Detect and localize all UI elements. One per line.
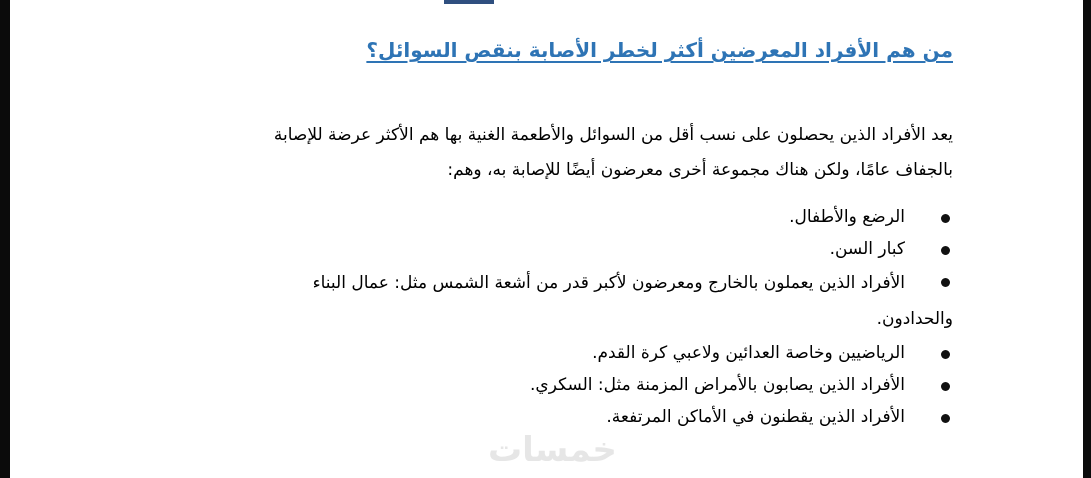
right-frame-border xyxy=(1083,0,1091,478)
list-item xyxy=(133,401,953,433)
bullet-icon xyxy=(941,350,950,359)
left-frame-border xyxy=(0,0,10,478)
list-item-continuation: والحدادون. xyxy=(876,309,953,329)
khamsat-watermark: خمسات xyxy=(488,430,617,470)
list-item xyxy=(133,369,953,401)
paragraph-line: بالجفاف عامًا، ولكن هناك مجموعة أخرى معرضون أيضًا للإصابة به، وهم: xyxy=(447,160,953,180)
list-item-text: كبار السن. xyxy=(829,239,905,259)
section-heading: من هم الأفراد المعرضين أكثر لخطر الأصابة بنقص السوائل؟ xyxy=(366,38,953,62)
list-item-text: الأفراد الذين يعملون بالخارج ومعرضون لأكبر قدر من أشعة الشمس مثل: عمال البناء xyxy=(312,273,905,293)
bullet-icon xyxy=(941,382,950,391)
list-item xyxy=(133,337,953,369)
list-item-text: الرياضيين وخاصة العدائين ولاعبي كرة القدم. xyxy=(592,343,905,363)
list-item xyxy=(133,201,953,233)
list-item xyxy=(133,265,953,337)
list-item xyxy=(133,233,953,265)
bullet-icon xyxy=(941,246,950,255)
intro-paragraph xyxy=(153,118,953,188)
bullet-icon xyxy=(941,414,950,423)
list-item-text: الرضع والأطفال. xyxy=(789,207,905,227)
risk-groups-list xyxy=(133,201,953,433)
bullet-icon xyxy=(941,278,950,287)
paragraph-line: يعد الأفراد الذين يحصلون على نسب أقل من السوائل والأطعمة الغنية بها هم الأكثر عرضة للإصابة xyxy=(273,125,953,145)
document-page xyxy=(10,0,1083,478)
list-item-text: الأفراد الذين يقطنون في الأماكن المرتفعة. xyxy=(606,407,905,427)
bullet-icon xyxy=(941,214,950,223)
list-item-text: الأفراد الذين يصابون بالأمراض المزمنة مثل: السكري. xyxy=(529,375,905,395)
